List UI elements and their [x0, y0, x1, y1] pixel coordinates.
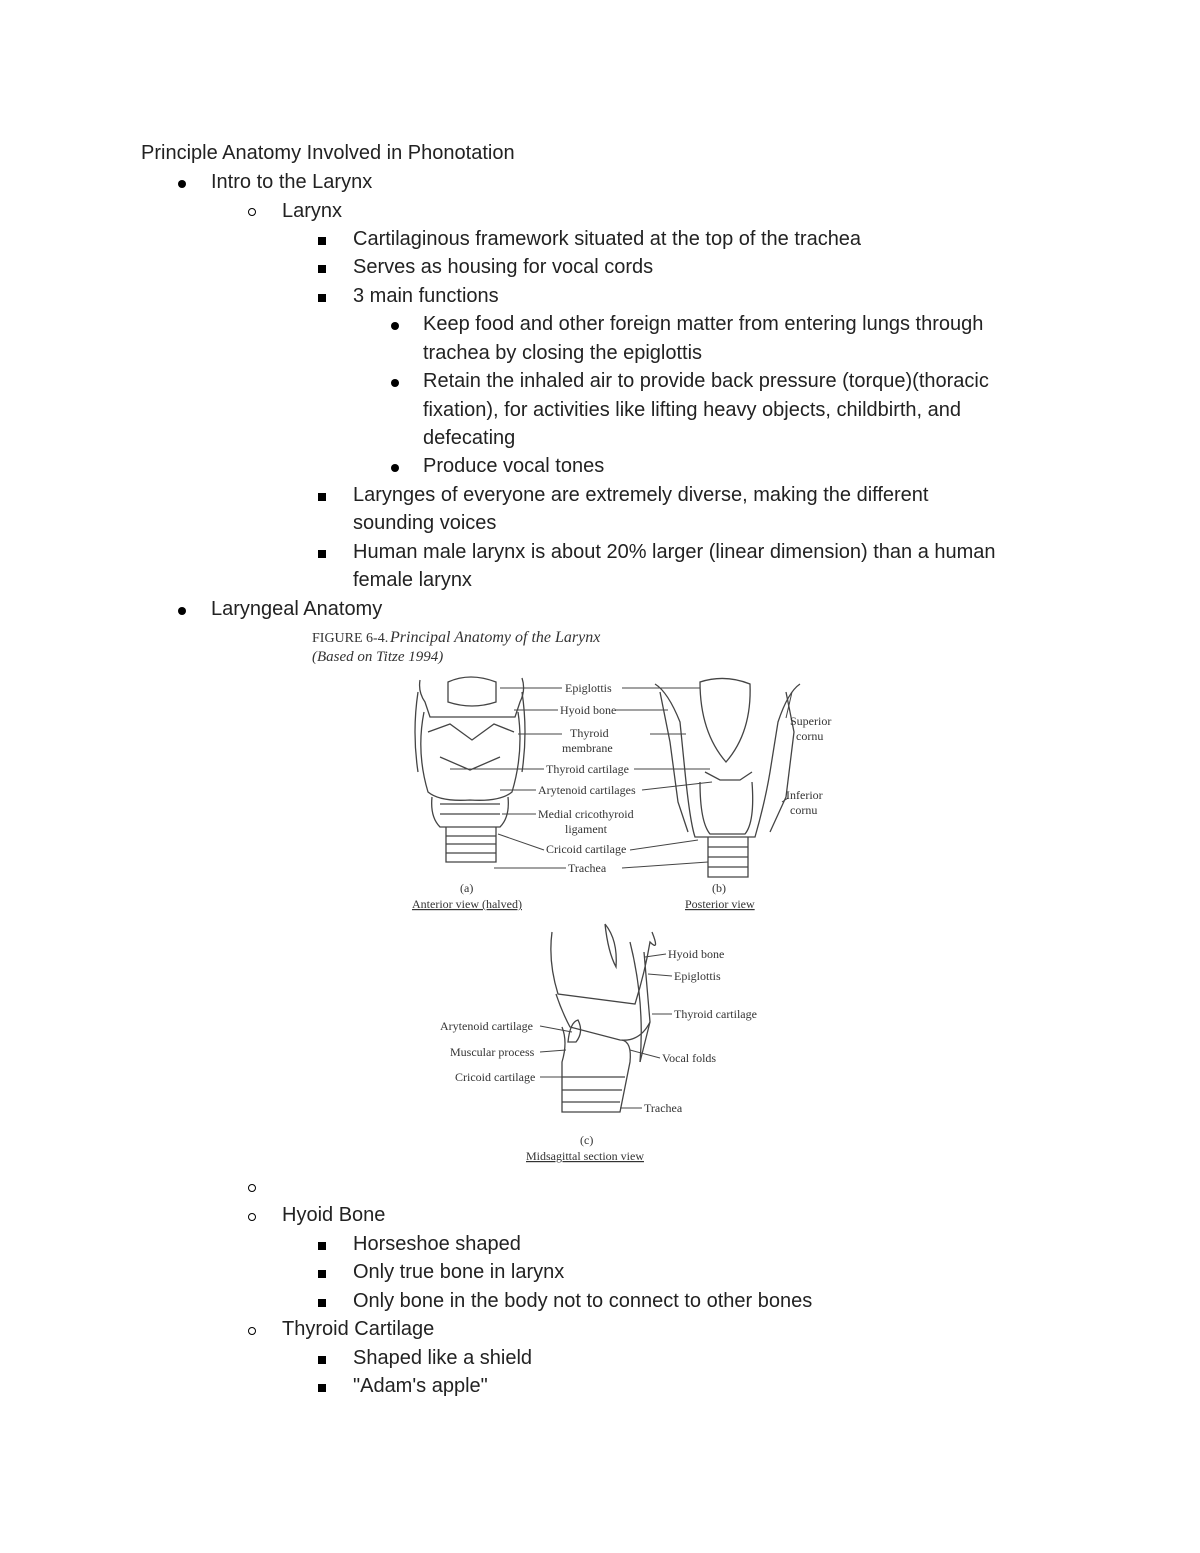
label-hyoid-bone: Hyoid bone [560, 703, 617, 717]
anterior-leader-lines [450, 688, 566, 868]
posterior-larynx-drawing [655, 678, 800, 877]
function-item-continued: defecating [423, 427, 516, 449]
label-cricoid-cartilage: Cricoid cartilage [546, 842, 627, 856]
hyoid-point: Horseshoe shaped [353, 1233, 521, 1255]
label-medial-cricothyroid: Medial cricothyroid [538, 807, 634, 821]
larynx-point: 3 main functions [353, 285, 499, 307]
disc-bullet-icon [178, 180, 186, 188]
square-bullet-icon [318, 294, 326, 302]
view-b-letter: (b) [712, 881, 726, 895]
mid-label-trachea: Trachea [644, 1101, 683, 1115]
mid-label-muscular-process: Muscular process [450, 1045, 535, 1059]
disc-bullet-icon [391, 464, 399, 472]
square-bullet-icon [318, 1384, 326, 1392]
intro-heading: Intro to the Larynx [211, 171, 373, 193]
label-superior-cornu: Superior [790, 714, 832, 728]
square-bullet-icon [318, 493, 326, 501]
anatomy-heading: Laryngeal Anatomy [211, 598, 383, 620]
larynx-heading: Larynx [282, 200, 343, 222]
label-thyroid-cartilage: Thyroid cartilage [546, 762, 629, 776]
figure-caption-title: Principal Anatomy of the Larynx [390, 629, 601, 646]
midsagittal-leader-lines [540, 954, 672, 1108]
hyoid-point: Only bone in the body not to connect to other bones [353, 1290, 813, 1312]
thyroid-heading: Thyroid Cartilage [282, 1318, 435, 1340]
square-bullet-icon [318, 237, 326, 245]
label-inferior-cornu-2: cornu [790, 803, 818, 817]
label-arytenoid-cartilages: Arytenoid cartilages [538, 783, 636, 797]
function-item: Keep food and other foreign matter from entering lungs through [423, 313, 984, 335]
label-inferior-cornu: Inferior [786, 788, 823, 802]
larynx-point: Serves as housing for vocal cords [353, 256, 654, 278]
mid-label-thyroid-cartilage: Thyroid cartilage [674, 1007, 757, 1021]
label-thyroid-membrane-2: membrane [562, 741, 613, 755]
view-c-name: Midsagittal section view [526, 1149, 644, 1163]
figure-caption-number: FIGURE 6-4. [312, 631, 389, 646]
disc-bullet-icon [391, 322, 399, 330]
larynx-point: Cartilaginous framework situated at the top of the trachea [353, 228, 862, 250]
midsagittal-larynx-drawing [551, 924, 656, 1112]
posterior-leader-lines [616, 688, 792, 868]
circle-bullet-icon [248, 208, 256, 216]
square-bullet-icon [318, 1356, 326, 1364]
circle-bullet-icon [248, 1327, 256, 1335]
circle-bullet-icon [248, 1213, 256, 1221]
function-item-continued: trachea by closing the epiglottis [423, 342, 703, 364]
square-bullet-icon [318, 1242, 326, 1250]
square-bullet-icon [318, 550, 326, 558]
larynx-point: Human male larynx is about 20% larger (linear dimension) than a human [353, 541, 996, 563]
label-trachea: Trachea [568, 861, 607, 875]
mid-label-cricoid: Cricoid cartilage [455, 1070, 536, 1084]
disc-bullet-icon [391, 379, 399, 387]
document-title: Principle Anatomy Involved in Phonotation [141, 142, 515, 164]
thyroid-point: Shaped like a shield [353, 1347, 533, 1369]
mid-label-vocal-folds: Vocal folds [662, 1051, 717, 1065]
label-epiglottis: Epiglottis [565, 681, 612, 695]
function-item: Produce vocal tones [423, 455, 605, 477]
larynx-point-continued: female larynx [353, 569, 472, 591]
view-b-name: Posterior view [685, 897, 755, 911]
mid-label-hyoid-bone: Hyoid bone [668, 947, 725, 961]
square-bullet-icon [318, 265, 326, 273]
label-thyroid-membrane: Thyroid [570, 726, 609, 740]
view-a-name: Anterior view (halved) [412, 897, 522, 911]
view-c-letter: (c) [580, 1133, 594, 1147]
square-bullet-icon [318, 1299, 326, 1307]
circle-bullet-icon [248, 1184, 256, 1192]
thyroid-point: "Adam's apple" [353, 1375, 488, 1397]
larynx-point: Larynges of everyone are extremely diverse, making the different [353, 484, 929, 506]
label-superior-cornu-2: cornu [796, 729, 824, 743]
square-bullet-icon [318, 1270, 326, 1278]
mid-label-epiglottis: Epiglottis [674, 969, 721, 983]
larynx-figure-svg [300, 622, 880, 1170]
larynx-anatomy-figure [300, 622, 880, 1170]
figure-caption-source: (Based on Titze 1994) [312, 649, 444, 665]
label-medial-ligament: ligament [565, 822, 607, 836]
mid-label-arytenoid: Arytenoid cartilage [440, 1019, 533, 1033]
disc-bullet-icon [178, 607, 186, 615]
hyoid-point: Only true bone in larynx [353, 1261, 565, 1283]
function-item: Retain the inhaled air to provide back pressure (torque)(thoracic [423, 370, 989, 392]
view-a-letter: (a) [460, 881, 474, 895]
hyoid-heading: Hyoid Bone [282, 1204, 386, 1226]
function-item-continued: fixation), for activities like lifting heavy objects, childbirth, and [423, 399, 962, 421]
larynx-point-continued: sounding voices [353, 512, 497, 534]
